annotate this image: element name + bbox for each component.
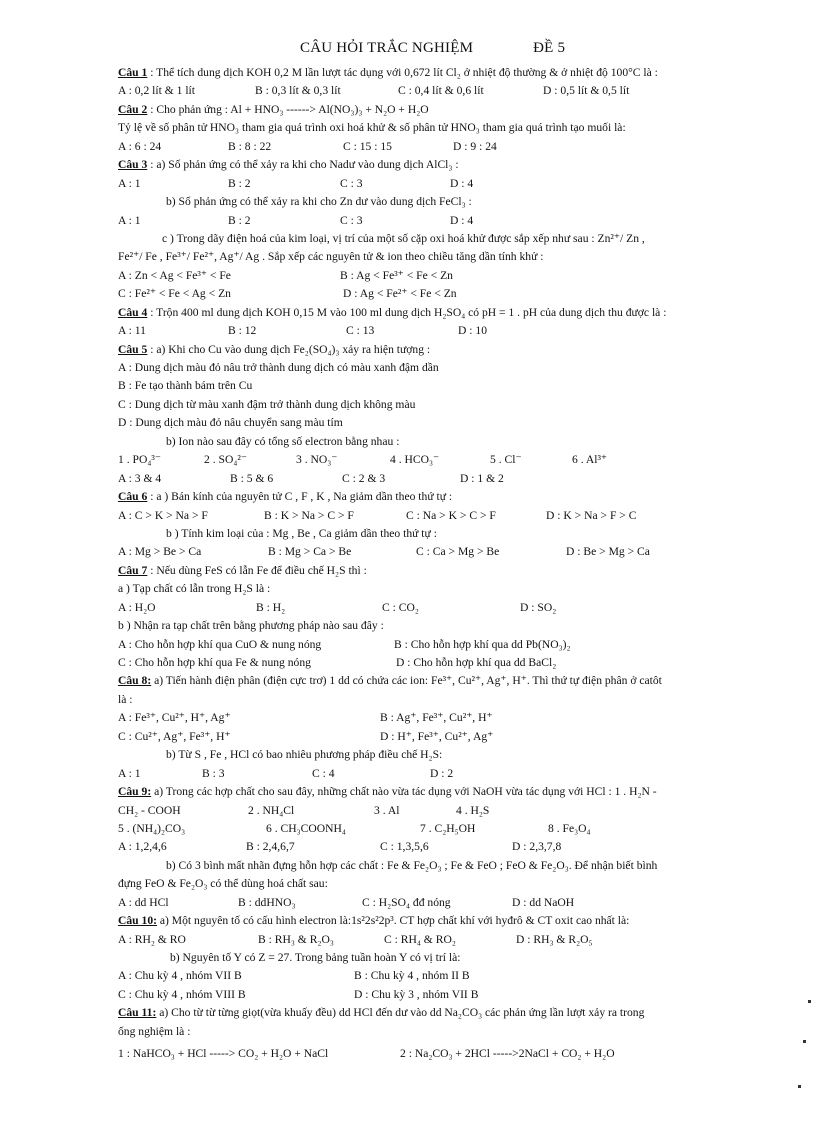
question-text: : Cho phản ứng : Al + HNO₃ ------> Al(NO₃)₃ + N₂O + H₂O [150, 102, 429, 116]
reaction-1: 1 : NaHCO₃ + HCl -----> CO₂ + H₂O + NaCl [118, 1047, 329, 1061]
question-label: Câu 10: [118, 914, 157, 928]
option-d: D : dd NaOH [512, 895, 575, 909]
compound-2: 2 . NH₄Cl [248, 803, 295, 817]
options-row [118, 175, 778, 193]
option-b: B : 3 [202, 766, 225, 780]
question-6 [118, 488, 778, 506]
option-c: C : 3 [340, 213, 363, 227]
question-text: : a) Khi cho Cu vào dung dịch Fe₂(SO₄)₃ xảy ra hiện tượng : [150, 342, 431, 356]
option-d: D : 10 [458, 324, 487, 338]
option-a: A : Chu kỳ 4 , nhóm VII B [118, 969, 242, 983]
option-a: A : Fe³⁺, Cu²⁺, H⁺, Ag⁺ [118, 711, 231, 725]
option-a: A : Mg > Be > Ca [118, 545, 202, 559]
question-text: a) Trong các hợp chất cho sau đây, những chất nào vừa tác dụng với NaOH vừa tác dụng với HCl : 1 . H₂N - [154, 785, 657, 799]
options-row [118, 967, 778, 985]
option-c: C : H₂SO₄ đđ nóng [362, 895, 451, 909]
option-d: D : 4 [450, 176, 474, 190]
page-title [300, 40, 565, 57]
question-list [118, 64, 778, 1064]
option-a: A : 1 [118, 766, 141, 780]
option-d: D : 0,5 lít & 0,5 lít [543, 84, 630, 98]
question-label: Câu 6 [118, 490, 148, 504]
option-d: D : Chu kỳ 3 , nhóm VII B [354, 987, 479, 1001]
question-label: Câu 11: [118, 1006, 157, 1020]
compound-row [118, 820, 778, 838]
option-b: B : 2 [228, 213, 251, 227]
option-b: B : 2,4,6,7 [246, 840, 295, 854]
option-d: D : 2 [430, 766, 454, 780]
option-d: D : K > Na > F > C [546, 508, 637, 522]
option-a: A : 1 [118, 213, 141, 227]
option-b: B : 12 [228, 324, 257, 338]
option-c: C : Ca > Mg > Be [416, 545, 500, 559]
option-b: B : H₂ [256, 600, 286, 614]
option-d: D : Dung dịch màu đỏ nâu chuyển sang màu tím [118, 416, 343, 430]
option-a: A : RH₂ & RO [118, 932, 186, 946]
reaction-2: 2 : Na₂CO₃ + 2HCl ----->2NaCl + CO₂ + H₂O [400, 1047, 615, 1061]
question-text-line: ống nghiệm là : [118, 1024, 191, 1038]
question-1 [118, 64, 778, 82]
question-text-line: đựng FeO & Fe₂O₃ có thể dùng hoá chất sau: [118, 877, 328, 891]
option-c: C : 15 : 15 [343, 139, 392, 153]
option-c: C : 2 & 3 [342, 471, 386, 485]
options-row [118, 654, 778, 672]
question-text-line: là : [118, 692, 133, 706]
question-text: : Thể tích dung dịch KOH 0,2 M lần lượt tác dụng với 0,672 lít Cl₂ ở nhiệt độ thường & ở nhiệt độ 100°C là : [150, 66, 658, 79]
question-label: Câu 1 [118, 66, 148, 79]
question-text: b) Có 3 bình mất nhãn đựng hỗn hợp các chất : Fe & Fe₂O₃ ; Fe & FeO ; FeO & Fe₂O₃. Để nhận biết bình [166, 858, 658, 872]
option-c: C : Chu kỳ 4 , nhóm VIII B [118, 987, 246, 1001]
question-text: : a) Số phản ứng có thể xảy ra khi cho Nadư vào dung dịch AlCl₃ : [150, 158, 459, 172]
compound-row [118, 802, 778, 820]
scan-dot [798, 1085, 801, 1088]
options-row [118, 894, 778, 912]
option-a: A : dd HCl [118, 895, 169, 909]
question-7 [118, 562, 778, 580]
options-row [118, 507, 778, 525]
ion-6: 6 . Al³⁺ [572, 453, 608, 467]
question-text: b ) Tính kim loại của : Mg , Be , Ca giảm dần theo thứ tự : [166, 526, 437, 540]
option-c: C : 0,4 lít & 0,6 lít [398, 84, 484, 98]
question-text: : Trộn 400 ml dung dịch KOH 0,15 M vào 100 ml dung dịch H₂SO₄ có pH = 1 . pH của dung dịch thu được là : [150, 305, 667, 319]
option-c: C : 4 [312, 766, 335, 780]
options-row [118, 212, 778, 230]
options-row [118, 728, 778, 746]
question-label: Câu 9: [118, 785, 152, 799]
option-b: B : Cho hỗn hợp khí qua dd Pb(NO₃)₂ [394, 637, 571, 651]
option-b: B : 8 : 22 [228, 139, 272, 153]
option-b: B : Ag < Fe³⁺ < Fe < Zn [340, 268, 453, 282]
options-row [118, 931, 778, 949]
option-a: A : H₂O [118, 600, 156, 614]
options-row [118, 470, 778, 488]
question-text: b) Số phản ứng có thể xảy ra khi cho Zn dư vào dung dịch FeCl₃ : [166, 195, 472, 209]
option-c: C : Fe²⁺ < Fe < Ag < Zn [118, 287, 231, 301]
option-d: D : SO₂ [520, 600, 557, 614]
compound-8: 8 . Fe₃O₄ [548, 821, 591, 835]
option-d: D : H⁺, Fe³⁺, Cu²⁺, Ag⁺ [380, 729, 494, 743]
question-text: a) Tiến hành điện phân (điện cực trơ) 1 dd có chứa các ion: Fe³⁺, Cu²⁺, Ag⁺, H⁺. Thì thứ tự điện phân ở catôt [154, 674, 662, 688]
option-c: C : Cu²⁺, Ag⁺, Fe³⁺, H⁺ [118, 729, 231, 743]
option-a: A : 1,2,4,6 [118, 840, 167, 854]
question-text: c ) Trong dãy điện hoá của kim loại, vị trí của một số cặp oxi hoá khử được sắp xếp như sau : Zn²⁺/ Zn , [162, 231, 645, 245]
question-4 [118, 304, 778, 322]
question-text: b) Nguyên tố Y có Z = 27. Trong bảng tuần hoàn Y có vị trí là: [170, 951, 461, 964]
scan-dot [808, 1000, 811, 1003]
question-2 [118, 101, 778, 119]
reaction-row [118, 1045, 778, 1063]
ion-4: 4 . HCO₃⁻ [390, 453, 440, 467]
compound-4: 4 . H₂S [456, 803, 490, 817]
option-d: D : RH₃ & R₂O₅ [516, 932, 593, 946]
option-a: A : C > K > Na > F [118, 508, 208, 522]
option-b: B : Chu kỳ 4 , nhóm II B [354, 969, 470, 983]
option-c: C : RH₄ & RO₂ [384, 932, 456, 946]
question-8 [118, 672, 778, 690]
option-b: B : Mg > Ca > Be [268, 545, 352, 559]
option-c: C : Dung dịch từ màu xanh đậm trở thành dung dịch không màu [118, 397, 416, 411]
option-c: C : 1,3,5,6 [380, 840, 429, 854]
option-b: B : K > Na > C > F [264, 508, 354, 522]
option-c: C : Cho hỗn hợp khí qua Fe & nung nóng [118, 656, 311, 669]
question-text: a ) Tạp chất có lẫn trong H₂S là : [118, 582, 271, 596]
question-label: Câu 5 [118, 342, 148, 356]
ion-5: 5 . Cl⁻ [490, 453, 522, 467]
option-b: B : 2 [228, 176, 251, 190]
ion-list [118, 451, 778, 469]
option-d: D : Be > Mg > Ca [566, 545, 650, 559]
compound-6: 6 . CH₃COONH₄ [266, 821, 346, 835]
question-text: b ) Nhận ra tạp chất trên bằng phương pháp nào sau đây : [118, 619, 384, 633]
options-row [118, 838, 778, 856]
question-label: Câu 8: [118, 674, 152, 688]
options-row [118, 82, 778, 100]
options-row [118, 543, 778, 561]
option-d: D : Ag < Fe²⁺ < Fe < Zn [343, 287, 457, 301]
question-5 [118, 341, 778, 359]
question-label: Câu 4 [118, 305, 148, 319]
options-row [118, 986, 778, 1004]
option-a: A : 1 [118, 176, 141, 190]
question-label: Câu 7 [118, 563, 148, 577]
title-main: CÂU HỎI TRẮC NGHIỆM [300, 40, 474, 56]
ion-1: 1 . PO₄³⁻ [118, 453, 161, 467]
option-a: A : 6 : 24 [118, 139, 162, 153]
options-row [118, 599, 778, 617]
option-b: B : 0,3 lít & 0,3 lít [255, 84, 341, 98]
question-text: : a ) Bán kính của nguyên tử C , F , K , Na giảm dần theo thứ tự : [150, 490, 453, 504]
question-text-line: Tỷ lệ về số phân tử HNO₃ tham gia quá trình oxi hoá khử & số phân tử HNO₃ tham gia quá trình tạo muối là: [118, 121, 626, 135]
question-label: Câu 2 [118, 102, 148, 116]
question-text: : Nếu dùng FeS có lẫn Fe để điều chế H₂S thì : [150, 563, 367, 577]
question-3 [118, 156, 778, 174]
question-text: b) Từ S , Fe , HCl có bao nhiêu phương pháp điều chế H₂S: [166, 748, 443, 762]
question-text-line: Fe²⁺/ Fe , Fe³⁺/ Fe²⁺, Ag⁺/ Ag . Sắp xếp các nguyên tử & ion theo chiều tăng dần tính khử : [118, 250, 544, 264]
option-a: A : Cho hỗn hợp khí qua CuO & nung nóng [118, 637, 322, 651]
option-a: A : Dung dịch màu đỏ nâu trở thành dung dịch có màu xanh đậm dần [118, 361, 439, 374]
compound-1: CH₂ - COOH [118, 803, 181, 817]
question-9 [118, 783, 778, 801]
question-11 [118, 1004, 778, 1022]
option-b: B : ddHNO₃ [238, 895, 296, 909]
options-row [118, 709, 778, 727]
options-row [118, 765, 778, 783]
question-label: Câu 3 [118, 158, 148, 172]
options-row [118, 285, 778, 303]
option-c: C : 3 [340, 176, 363, 190]
option-c: C : Na > K > C > F [406, 508, 496, 522]
option-b: B : Fe tạo thành bám trên Cu [118, 379, 253, 393]
options-row [118, 138, 778, 156]
option-d: D : 4 [450, 213, 474, 227]
ion-3: 3 . NO₃⁻ [296, 453, 338, 467]
question-text: a) Cho từ từ từng giọt(vừa khuấy đều) dd HCl đến dư vào dd Na₂CO₃ các phản ứng lần lượt xảy ra trong [159, 1006, 645, 1020]
option-c: C : 13 [346, 324, 375, 338]
option-a: A : Zn < Ag < Fe³⁺ < Fe [118, 268, 231, 282]
option-b: B : RH₃ & R₂O₃ [258, 932, 334, 946]
options-row [118, 636, 778, 654]
option-d: D : 9 : 24 [453, 139, 497, 153]
option-a: A : 3 & 4 [118, 471, 162, 485]
question-10 [118, 912, 778, 930]
scan-dot [803, 1040, 806, 1043]
option-c: C : CO₂ [382, 600, 419, 614]
options-row [118, 267, 778, 285]
options-row [118, 322, 778, 340]
option-d: D : Cho hỗn hợp khí qua dd BaCl₂ [396, 656, 557, 669]
compound-5: 5 . (NH₄)₂CO₃ [118, 821, 186, 835]
compound-7: 7 . C₂H₅OH [420, 821, 476, 835]
option-b: B : 5 & 6 [230, 471, 274, 485]
option-d: D : 1 & 2 [460, 471, 504, 485]
title-set: ĐỀ 5 [533, 40, 566, 56]
option-a: A : 11 [118, 324, 146, 338]
option-b: B : Ag⁺, Fe³⁺, Cu²⁺, H⁺ [380, 711, 493, 725]
question-text: a) Một nguyên tố có cấu hình electron là:1s²2s²2p³. CT hợp chất khí với hyđrô & CT oxit cao nhất là: [159, 914, 630, 928]
option-d: D : 2,3,7,8 [512, 840, 562, 854]
question-text: b) Ion nào sau đây có tổng số electron bằng nhau : [166, 434, 400, 448]
option-a: A : 0,2 lít & 1 lít [118, 84, 195, 98]
ion-2: 2 . SO₄²⁻ [204, 453, 247, 467]
compound-3: 3 . Al [374, 803, 400, 817]
